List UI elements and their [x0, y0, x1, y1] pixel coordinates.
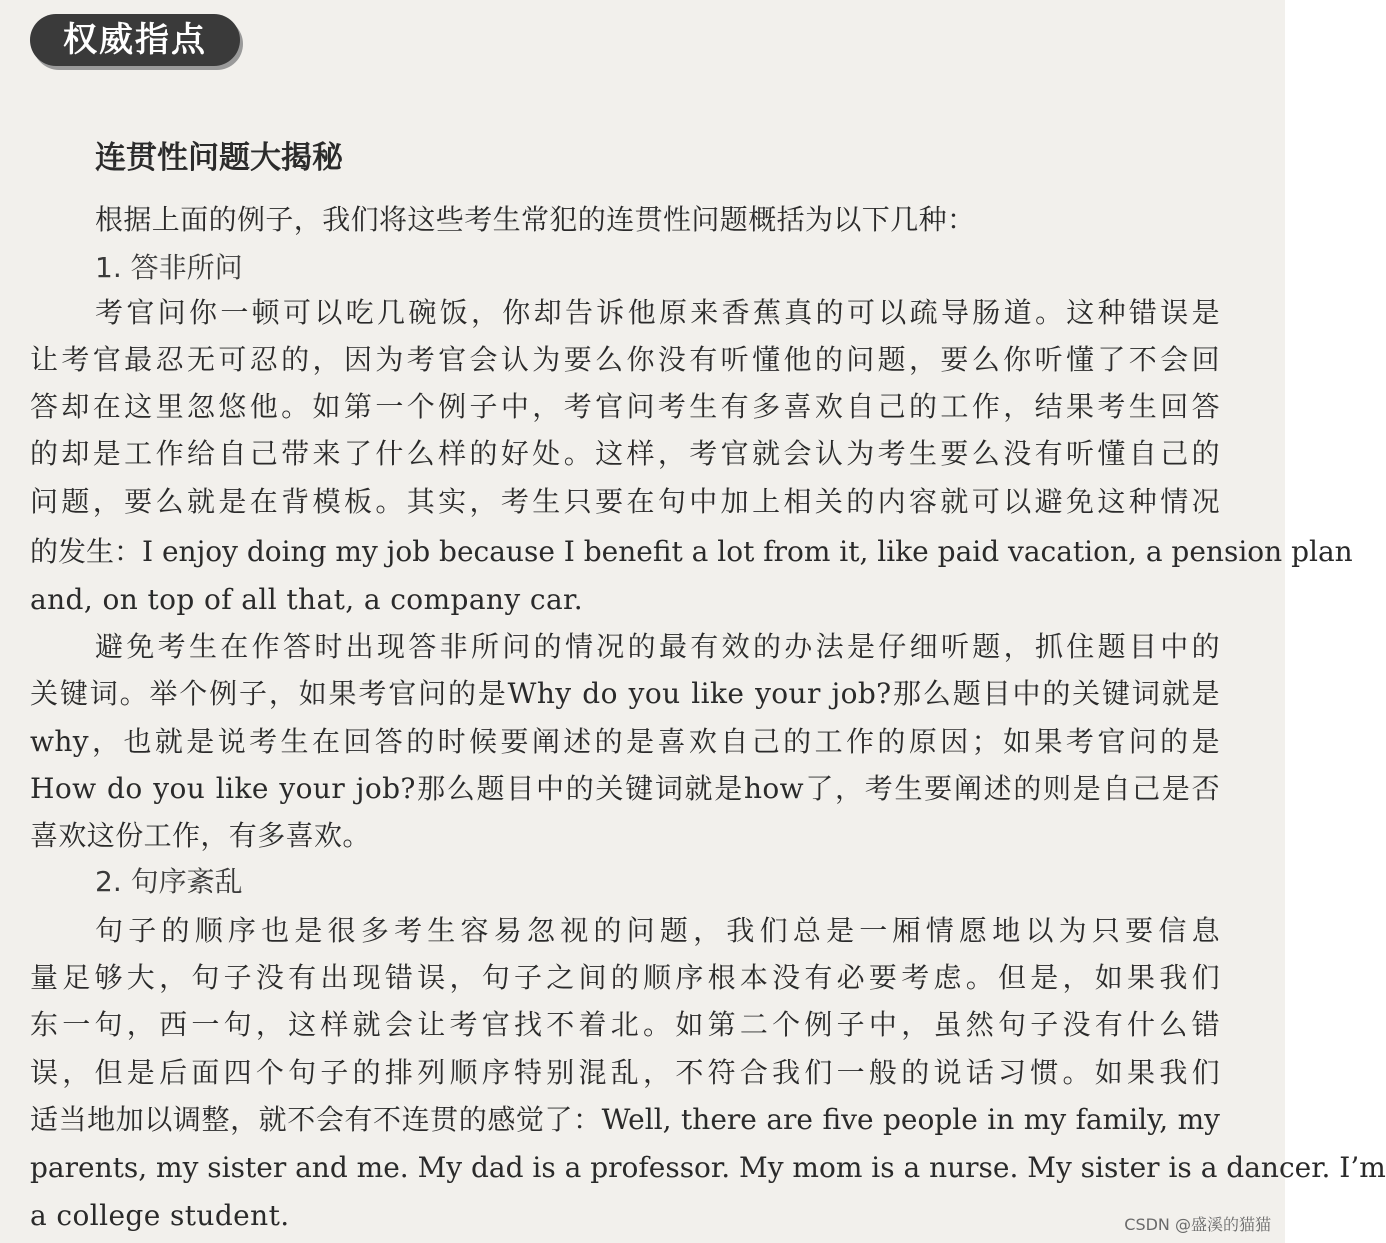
p1-line: 考官问你一顿可以吃几碗饭，你却告诉他原来香蕉真的可以疏导肠道。这种错误是 [95, 296, 1220, 329]
p3-line: 误，但是后面四个句子的排列顺序特别混乱，不符合我们一般的说话习惯。如果我们 [30, 1056, 1220, 1089]
watermark: CSDN @盛溪的猫猫 [1124, 1215, 1271, 1234]
p2-line: 喜欢这份工作，有多喜欢。 [30, 819, 371, 852]
p3-line: 句子的顺序也是很多考生容易忽视的问题，我们总是一厢情愿地以为只要信息 [95, 914, 1220, 947]
p1-line: and, on top of all that, a company car. [30, 583, 584, 616]
p2-line: 避免考生在作答时出现答非所问的情况的最有效的办法是仔细听题，抓住题目中的 [95, 630, 1220, 663]
p2-line: why，也就是说考生在回答的时候要阐述的是喜欢自己的工作的原因；如果考官问的是 [30, 725, 1220, 758]
section-badge: 权威指点 [30, 14, 240, 66]
heading-1: 1. 答非所问 [95, 251, 243, 284]
p3-line: 适当地加以调整，就不会有不连贯的感觉了：Well, there are five people in my family, my [30, 1103, 1220, 1136]
p1-line: 答却在这里忽悠他。如第一个例子中，考官问考生有多喜欢自己的工作，结果考生回答 [30, 390, 1220, 423]
p1-line: 的却是工作给自己带来了什么样的好处。这样，考官就会认为考生要么没有听懂自己的 [30, 437, 1220, 470]
p2-line: 关键词。举个例子，如果考官问的是Why do you like your job?那么题目中的关键词就是 [30, 677, 1220, 710]
p3-line: 量足够大，句子没有出现错误，句子之间的顺序根本没有必要考虑。但是，如果我们 [30, 961, 1220, 994]
p3-line: parents, my sister and me. My dad is a professor. My mom is a nurse. My sister is a dancer. I’m [30, 1151, 1386, 1184]
section-title: 连贯性问题大揭秘 [95, 140, 343, 176]
p1-line: 问题，要么就是在背模板。其实，考生只要在句中加上相关的内容就可以避免这种情况 [30, 485, 1220, 518]
p3-line: 东一句，西一句，这样就会让考官找不着北。如第二个例子中，虽然句子没有什么错 [30, 1008, 1220, 1041]
p2-line: How do you like your job?那么题目中的关键词就是how了，考生要阐述的则是自己是否 [30, 772, 1220, 805]
intro-line: 根据上面的例子，我们将这些考生常犯的连贯性问题概括为以下几种： [95, 203, 976, 236]
heading-2: 2. 句序紊乱 [95, 865, 243, 898]
p1-line: 让考官最忍无可忍的，因为考官会认为要么你没有听懂他的问题，要么你听懂了不会回 [30, 343, 1220, 376]
p3-line: a college student. [30, 1199, 290, 1232]
p1-line: 的发生：I enjoy doing my job because I benefit a lot from it, like paid vacation, a pension plan [30, 535, 1353, 568]
